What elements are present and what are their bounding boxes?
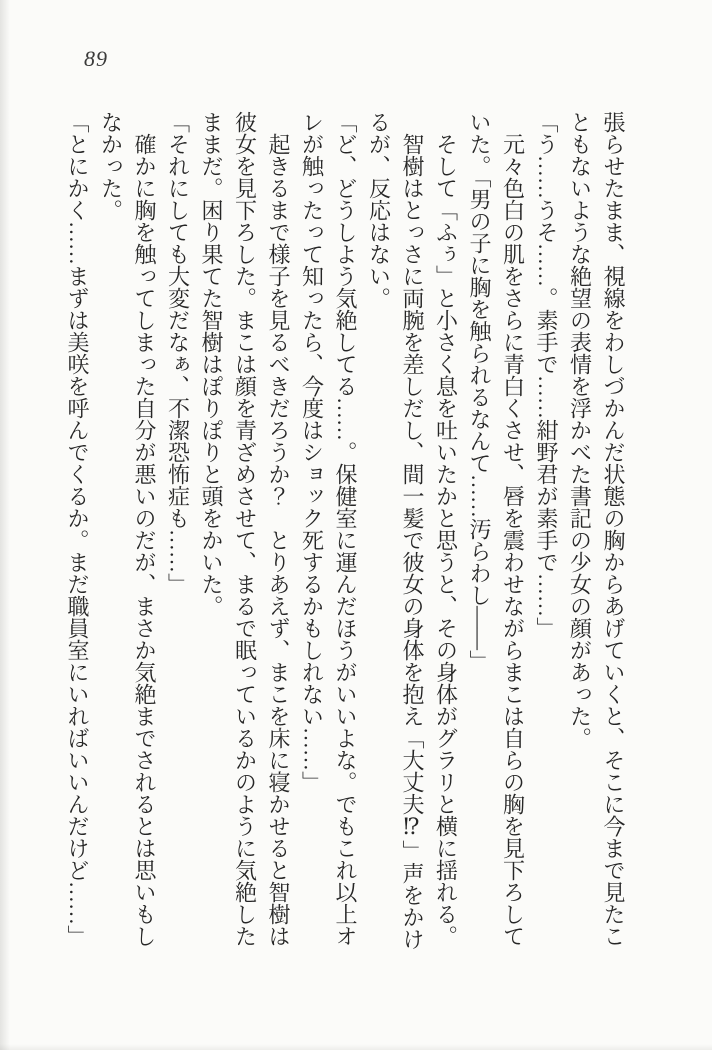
paragraph: 「とにかく……まずは美咲を呼んでくるか。まだ職員室にいればいいんだけど……」 (65, 111, 90, 947)
paragraph: 「それにしても大変だなぁ、不潔恐怖症も……」 (165, 111, 191, 595)
paragraph: 確かに胸を触ってしまった自分が悪いのだが、まさか気絶までされるとは思いもしなかった。 (98, 111, 157, 947)
paragraph: そして「ふぅ」と小さく息を吐いたかと思うと、その身体がグラリと横に揺れる。 (433, 133, 459, 947)
paragraph: 元々色白の肌をさらに青白くさせ、唇を震わせながらまこは自らの胸を見下ろしていた。「男の子に胸を触られるなんて……汚らわし――」 (467, 111, 526, 947)
page-number: 89 (84, 46, 108, 71)
paragraph: 張らせたまま、視線をわしづかんだ状態の胸からあげていくと、そこに今まで見たこともないような絶望の表情を浮かべた書記の少女の顔があった。 (567, 111, 626, 947)
text-block (61, 111, 630, 951)
paragraph: 起きるまで様子を見るべきだろうか？ とりあえず、まこを床に寝かせると智樹は彼女を見下ろした。まこは顔を青ざめさせて、まるで眠っているかのように気絶したままだ。困り果てた智樹はぽりぽりと頭をかいた。 (199, 111, 291, 947)
page-edge-shadow-left (0, 0, 10, 1050)
paragraph: 「ど、どうしよう気絶してる……。保健室に運んだほうがいいよな。でもこれ以上オレが触ったって知ったら、今度はショック死するかもしれない……」 (299, 111, 358, 947)
paragraph: 智樹はとっさに両腕を差しだし、間一髪で彼女の身体を抱え「大丈夫⁉」声をかけるが、反応はない。 (366, 111, 425, 950)
paragraph: 「う……うそ……。素手で……紺野君が素手で……」 (534, 111, 559, 639)
page-edge-shadow-bottom (0, 1044, 712, 1050)
